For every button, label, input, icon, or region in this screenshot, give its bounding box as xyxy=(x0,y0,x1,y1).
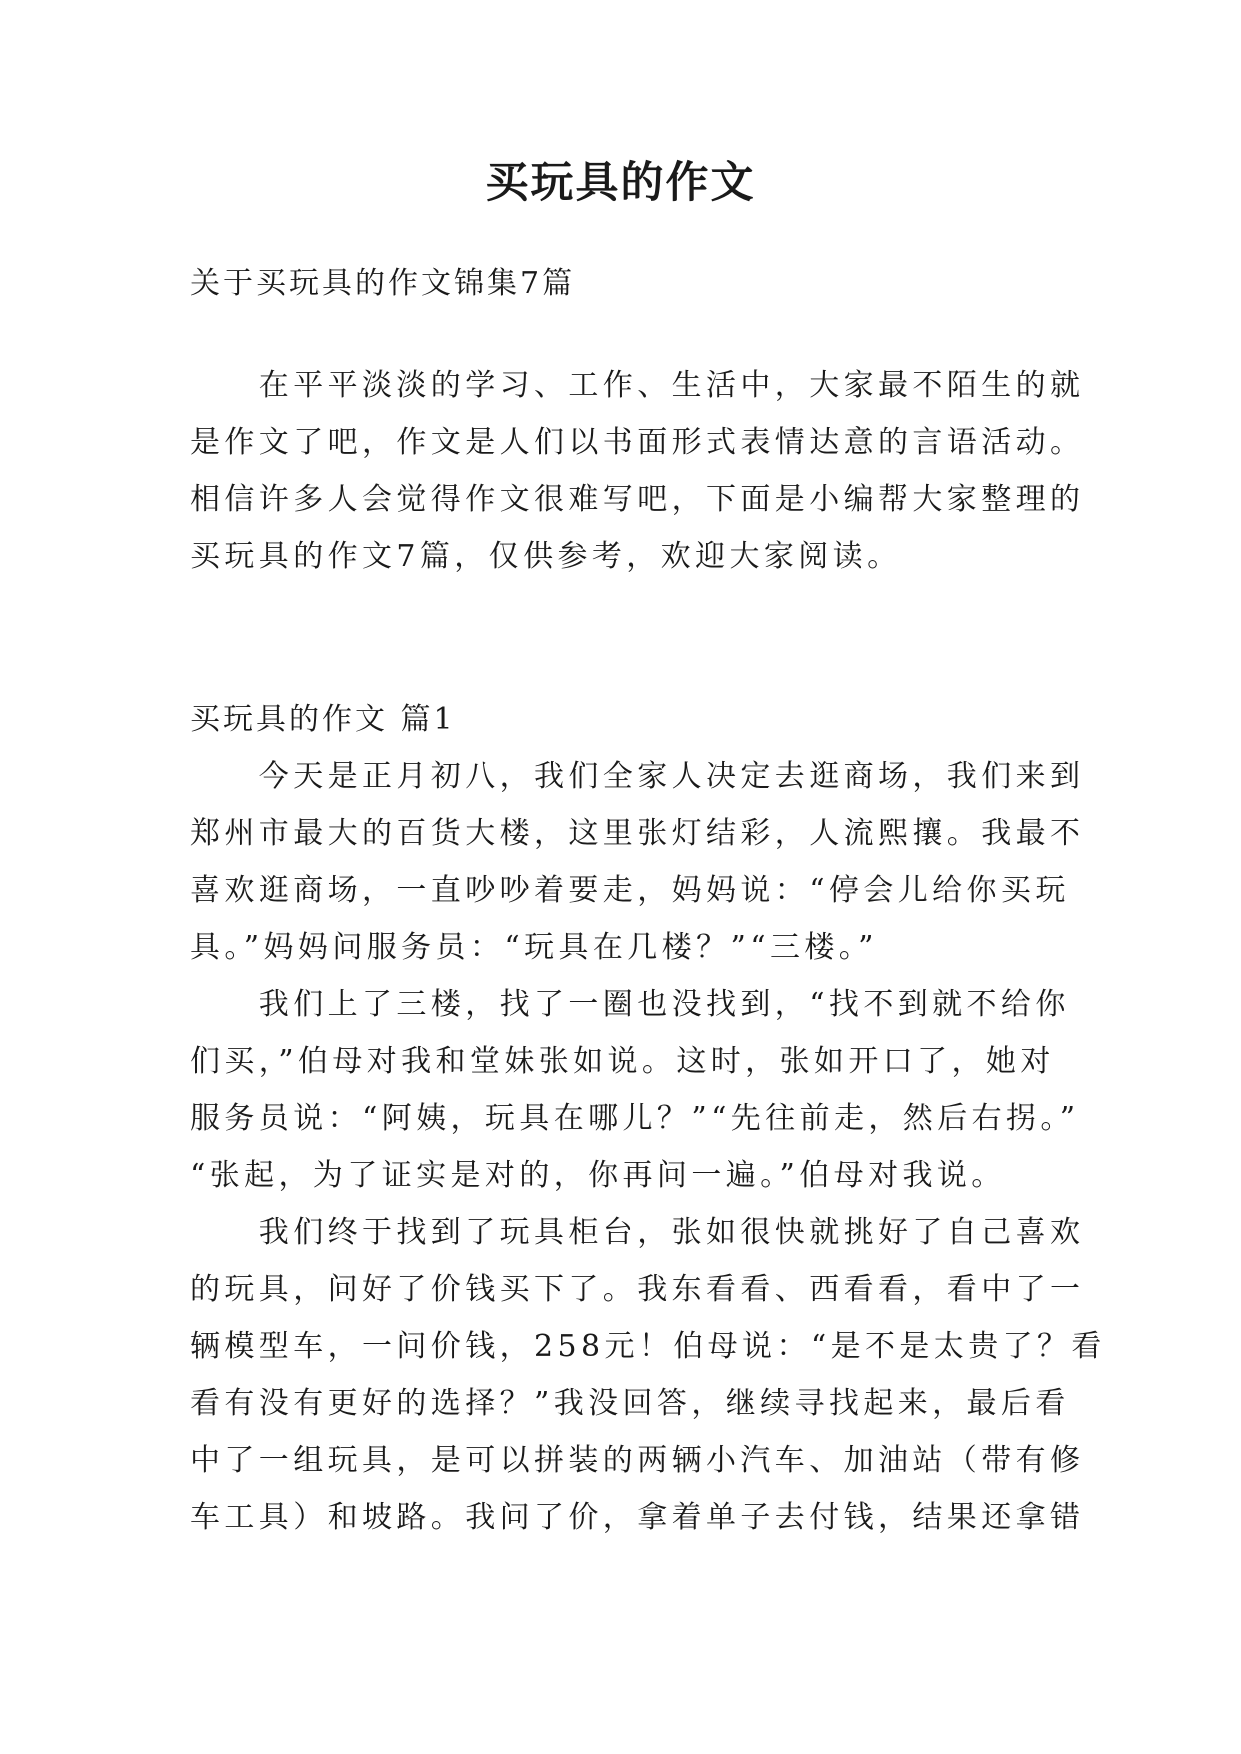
body-line: 中了一组玩具，是可以拼装的两辆小汽车、加油站（带有修 xyxy=(190,1443,1085,1478)
body-line: “张起，为了证实是对的，你再问一遍。”伯母对我说。 xyxy=(190,1158,1006,1193)
body-line: 服务员说：“阿姨，玩具在哪儿？”“先往前走，然后右拐。” xyxy=(190,1101,1080,1136)
document-subtitle: 关于买玩具的作文锦集7篇 xyxy=(190,266,576,301)
body-line: 今天是正月初八，我们全家人决定去逛商场，我们来到 xyxy=(190,759,1085,794)
body-line: 我们终于找到了玩具柜台，张如很快就挑好了自己喜欢 xyxy=(190,1215,1085,1250)
document-title: 买玩具的作文 xyxy=(485,158,756,208)
section-heading: 买玩具的作文 篇1 xyxy=(190,702,456,737)
body-line: 具。”妈妈问服务员：“玩具在几楼？”“三楼。” xyxy=(190,930,878,965)
intro-line: 相信许多人会觉得作文很难写吧，下面是小编帮大家整理的 xyxy=(190,482,1085,517)
body-line: 郑州市最大的百货大楼，这里张灯结彩，人流熙攘。我最不 xyxy=(190,816,1085,851)
body-line: 看有没有更好的选择？”我没回答，继续寻找起来，最后看 xyxy=(190,1386,1070,1421)
body-line: 们买，”伯母对我和堂妹张如说。这时，张如开口了，她对 xyxy=(190,1044,1055,1079)
intro-line: 在平平淡淡的学习、工作、生活中，大家最不陌生的就 xyxy=(190,368,1085,403)
body-line: 我们上了三楼，找了一圈也没找到，“找不到就不给你 xyxy=(190,987,1070,1022)
body-line: 辆模型车，一问价钱，258元！伯母说：“是不是太贵了？看 xyxy=(190,1329,1106,1364)
body-line: 车工具）和坡路。我问了价，拿着单子去付钱，结果还拿错 xyxy=(190,1500,1085,1535)
body-line: 的玩具，问好了价钱买下了。我东看看、西看看，看中了一 xyxy=(190,1272,1085,1307)
intro-line: 是作文了吧，作文是人们以书面形式表情达意的言语活动。 xyxy=(190,425,1085,460)
intro-line: 买玩具的作文7篇，仅供参考，欢迎大家阅读。 xyxy=(190,539,902,574)
body-line: 喜欢逛商场，一直吵吵着要走，妈妈说：“停会儿给你买玩 xyxy=(190,873,1070,908)
